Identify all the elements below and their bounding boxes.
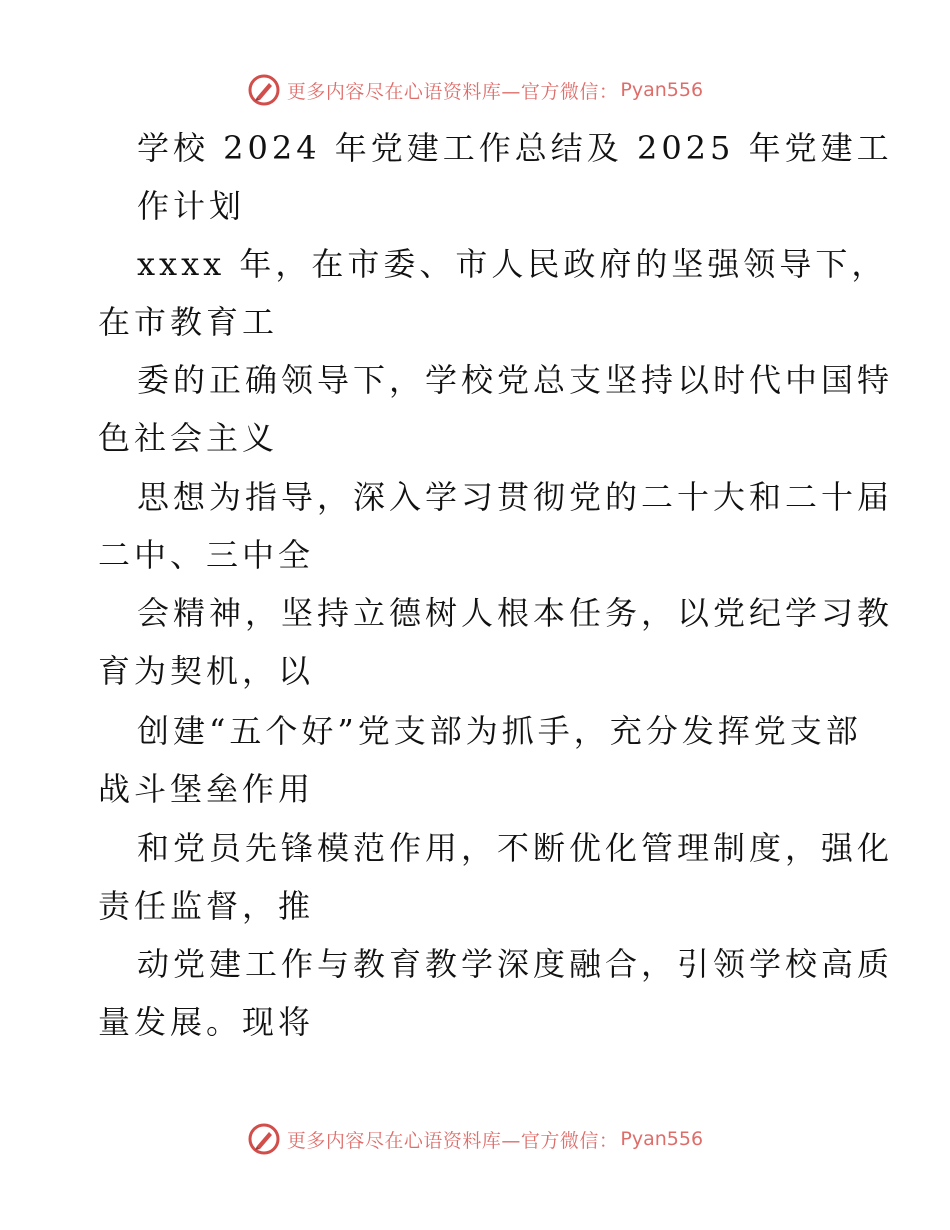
watermark-wechat-id: Pyan556: [620, 79, 704, 101]
paragraph-line: 量发展。现将: [98, 1003, 315, 1041]
paragraph-line: 二中、三中全: [98, 536, 315, 574]
watermark-text: 更多内容尽在心语资料库—官方微信：: [286, 1129, 619, 1152]
paragraph-line: xxxx 年，在市委、市人民政府的坚强领导下，: [137, 245, 888, 283]
paragraph-line: 在市教育工: [98, 303, 279, 341]
header-watermark: [0, 70, 950, 110]
document-title-line-2: 作计划: [137, 187, 246, 225]
watermark-text: 更多内容尽在心语资料库—官方微信：: [286, 80, 619, 103]
paragraph-line: 创建“五个好”党支部为抓手，充分发挥党支部: [137, 712, 862, 750]
pen-logo-icon: [247, 1122, 281, 1156]
paragraph-line: 委的正确领导下，学校党总支坚持以时代中国特: [137, 361, 894, 399]
document-title-line-1: 学校 2024 年党建工作总结及 2025 年党建工: [137, 129, 893, 167]
paragraph-line: 色社会主义: [98, 419, 279, 457]
paragraph-line: 思想为指导，深入学习贯彻党的二十大和二十届: [137, 478, 894, 516]
paragraph-line: 会精神，坚持立德树人根本任务，以党纪学习教: [137, 594, 894, 632]
paragraph-line: 动党建工作与教育教学深度融合，引领学校高质: [137, 945, 894, 983]
paragraph-line: 战斗堡垒作用: [98, 770, 315, 808]
footer-watermark: [0, 1119, 950, 1159]
paragraph-line: 和党员先锋模范作用，不断优化管理制度，强化: [137, 829, 894, 867]
paragraph-line: 育为契机，以: [98, 652, 315, 690]
watermark-wechat-id: Pyan556: [620, 1128, 704, 1150]
pen-logo-icon: [247, 73, 281, 107]
paragraph-line: 责任监督，推: [98, 887, 315, 925]
